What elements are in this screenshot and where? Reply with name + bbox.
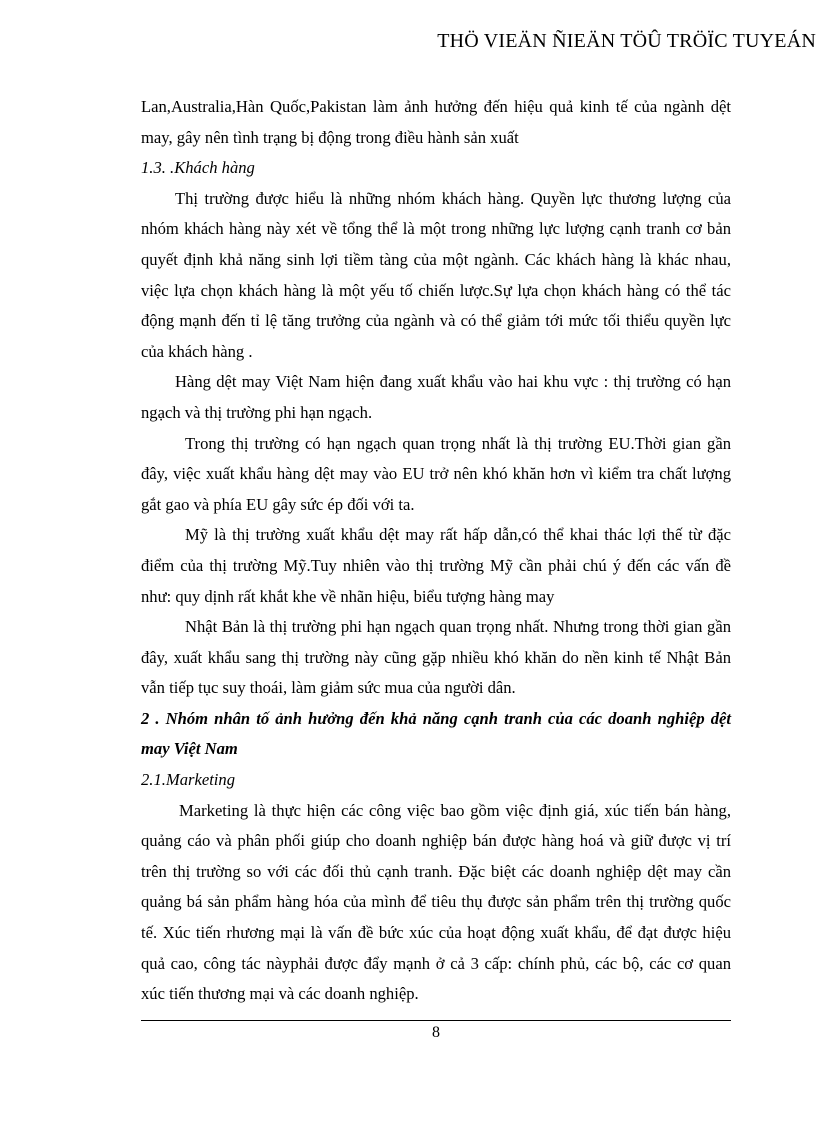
subsection-heading: 2.1.Marketing <box>141 770 236 790</box>
page-number: 8 <box>432 1024 440 1041</box>
paragraph: Lan,Australia,Hàn Quốc,Pakistan làm ảnh hưởng đến hiệu quả kinh tế của ngành dệt may, gây nên tình trạng bị động trong điều hành sản xuất <box>141 97 731 147</box>
paragraph: Hàng dệt may Việt Nam hiện đang xuất khẩu vào hai khu vực : thị trường có hạn ngạch và thị trường phi hạn ngạch. <box>141 372 731 422</box>
paragraph: Trong thị trường có hạn ngạch quan trọng nhất là thị trường EU.Thời gian gần đây, việc xuất khẩu hàng dệt may vào EU trở nên khó khăn hơn vì kiểm tra chất lượng gắt gao và phía EU gây sức ép đối với ta. <box>141 433 731 514</box>
paragraph: Marketing là thực hiện các công việc bao gồm việc định giá, xúc tiến bán hàng, quảng cáo và phân phối giúp cho doanh nghiệp bán được hàng hoá và giữ được vị trí trên thị trường so với các đối thủ cạnh tranh. Đặc biệt các doanh nghiệp dệt may cần quảng bá sản phẩm hàng hóa của mình để tiêu thụ được sản phẩm trên thị trường quốc tế. Xúc tiến rhương mại là vấn đề bức xúc của hoạt động xuất khẩu, để đạt được hiệu quả cao, công tác nàyphải được đẩy mạnh ở cả 3 cấp: chính phủ, các bộ, các cơ quan xúc tiến thương mại và các doanh nghiệp. <box>141 800 731 1004</box>
section-heading: 2 . Nhóm nhân tố ảnh hưởng đến khả năng cạnh tranh của các doanh nghiệp dệt may Việt Nam <box>141 708 731 759</box>
document-body <box>141 92 731 1010</box>
footer-divider <box>141 1020 731 1021</box>
page-header: THÖ VIEÄN ÑIEÄN TÖÛ TRÖÏC TUYEÁN <box>437 30 816 52</box>
subsection-heading: 1.3. .Khách hàng <box>141 158 255 178</box>
paragraph: Nhật Bản là thị trường phi hạn ngạch quan trọng nhất. Nhưng trong thời gian gần đây, xuất khẩu sang thị trường này cũng gặp nhiều khó khăn do nền kinh tế Nhật Bản vẫn tiếp tục suy thoái, làm giảm sức mua của người dân. <box>141 617 731 698</box>
paragraph: Mỹ là thị trường xuất khẩu dệt may rất hấp dẫn,có thể khai thác lợi thế từ đặc điểm của thị trường Mỹ.Tuy nhiên vào thị trường Mỹ cần phải chú ý đến các vấn đề như: quy dịnh rất khắt khe về nhãn hiệu, biểu tượng hàng may <box>141 525 731 606</box>
paragraph: Thị trường được hiểu là những nhóm khách hàng. Quyền lực thương lượng của nhóm khách hàng này xét về tổng thể là một trong những lực lượng cạnh tranh cơ bản quyết định khả năng sinh lợi tiềm tàng của một ngành. Các khách hàng là khác nhau, việc lựa chọn khách hàng là một yếu tố chiến lược.Sự lựa chọn khách hàng có thể tác động mạnh đến tỉ lệ tăng trưởng của ngành và có thể giảm tới mức tối thiểu quyền lực của khách hàng . <box>141 188 731 361</box>
